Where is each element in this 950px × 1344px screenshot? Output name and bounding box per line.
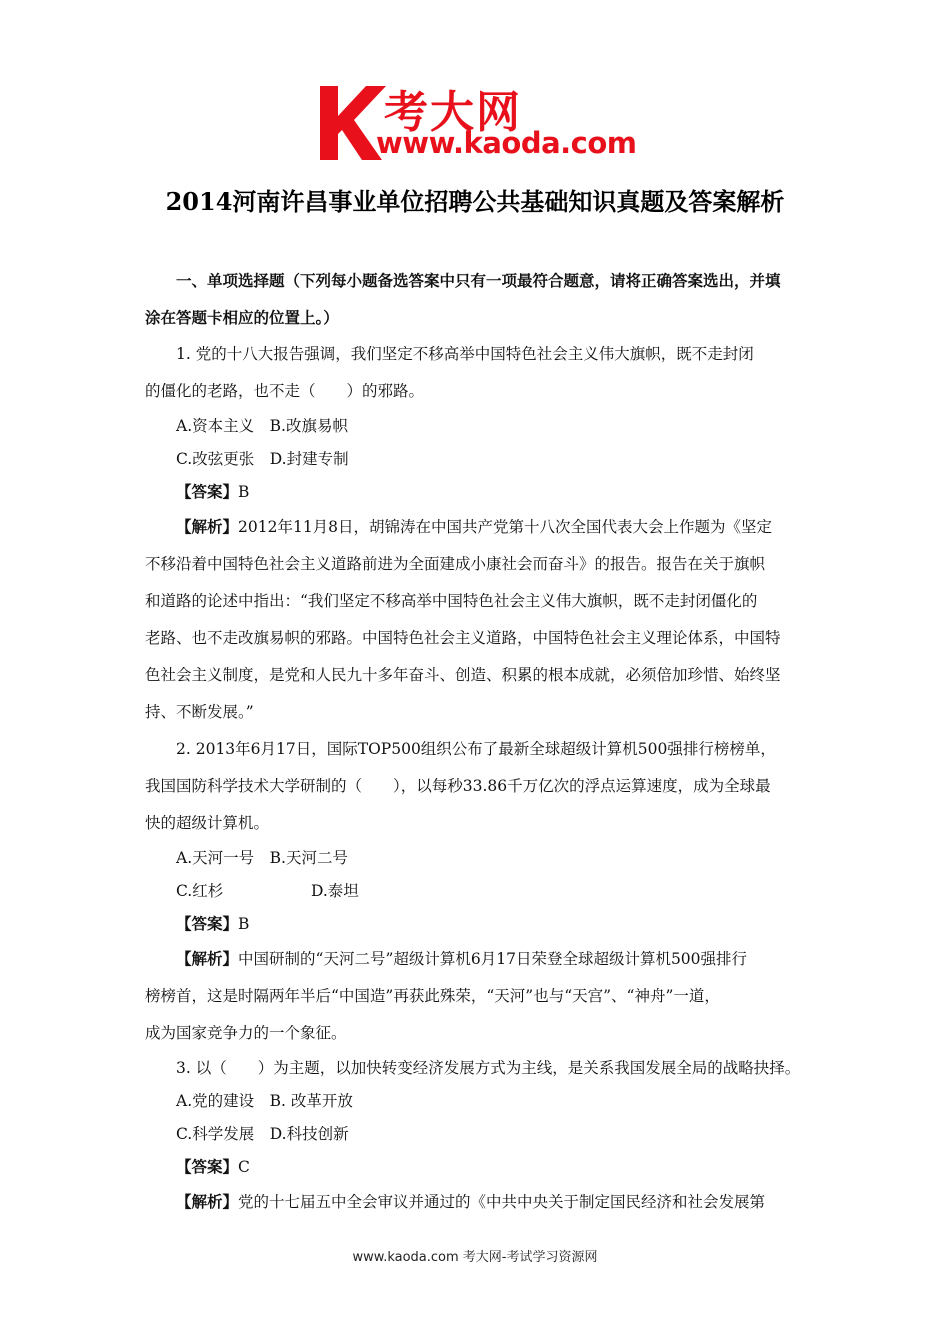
q1-stem-line2: 的僵化的老路，也不走（ ）的邪路。 bbox=[145, 382, 425, 400]
q1-analysis-line5: 色社会主义制度，是党和人民九十多年奋斗、创造、积累的根本成就，必须倍加珍惜、始终坚 bbox=[145, 666, 781, 684]
section-heading-line1: 一、单项选择题（下列每小题备选答案中只有一项最符合题意，请将正确答案选出，并填 bbox=[176, 271, 781, 290]
answer-label: 【答案】 bbox=[176, 915, 239, 933]
q3-option-b: B. 改革开放 bbox=[269, 1092, 353, 1110]
q3-analysis-text1: 党的十七届五中全会审议并通过的《中共中央关于制定国民经济和社会发展第 bbox=[238, 1193, 766, 1211]
logo-brand-text: 考大网 bbox=[384, 87, 522, 138]
document-body bbox=[145, 262, 825, 1221]
q2-option-b: B.天河二号 bbox=[269, 849, 348, 867]
q2-analysis-line1 bbox=[145, 941, 825, 978]
q2-option-d: D.泰坦 bbox=[311, 882, 359, 900]
q2-options-row1 bbox=[145, 842, 825, 875]
analysis-label: 【解析】 bbox=[176, 518, 239, 536]
q3-option-a: A.党的建设 bbox=[176, 1092, 255, 1110]
section-heading-line2: 涂在答题卡相应的位置上。） bbox=[145, 308, 339, 327]
q1-option-c: C.改弦更张 bbox=[176, 450, 255, 468]
q1-options-row1 bbox=[145, 410, 825, 443]
q2-stem-line1: 2. 2013年6月17日，国际TOP500组织公布了最新全球超级计算机500强排行榜榜单， bbox=[176, 740, 776, 758]
answer-label: 【答案】 bbox=[176, 1158, 239, 1176]
q1-answer-value: B bbox=[238, 483, 250, 501]
logo-url-text: www.kaoda.com bbox=[376, 126, 637, 160]
q2-options-row2 bbox=[145, 875, 825, 908]
q1-analysis-text1: 2012年11月8日，胡锦涛在中国共产党第十八次全国代表大会上作题为《坚定 bbox=[238, 518, 773, 536]
q3-options-row1 bbox=[145, 1085, 825, 1118]
q2-analysis-text1: 中国研制的“天河二号”超级计算机6月17日荣登全球超级计算机500强排行 bbox=[238, 950, 748, 968]
q1-analysis-line3: 和道路的论述中指出：“我们坚定不移高举中国特色社会主义伟大旗帜，既不走封闭僵化的 bbox=[145, 592, 758, 610]
q1-analysis-line2: 不移沿着中国特色社会主义道路前进为全面建成小康社会而奋斗》的报告。报告在关于旗帜 bbox=[145, 555, 766, 573]
q2-analysis-line2: 榜榜首，这是时隔两年半后“中国造”再获此殊荣，“天河”也与“天宫”、“神舟”一道， bbox=[145, 987, 720, 1005]
q2-option-a: A.天河一号 bbox=[176, 849, 255, 867]
q3-option-c: C.科学发展 bbox=[176, 1125, 255, 1143]
q1-analysis-line4: 老路、也不走改旗易帜的邪路。中国特色社会主义道路，中国特色社会主义理论体系，中国特 bbox=[145, 629, 781, 647]
q3-answer bbox=[145, 1151, 825, 1184]
q1-analysis-line6: 持、不断发展。” bbox=[145, 703, 254, 721]
q1-options-row2 bbox=[145, 443, 825, 476]
q1-option-a: A.资本主义 bbox=[176, 417, 255, 435]
q3-answer-value: C bbox=[238, 1158, 250, 1176]
q3-stem-line1: 3. 以（ ）为主题，以加快转变经济发展方式为主线，是关系我国发展全局的战略抉择。 bbox=[176, 1059, 801, 1077]
q3-analysis-line1 bbox=[145, 1184, 825, 1221]
q2-stem-line3: 快的超级计算机。 bbox=[145, 814, 270, 832]
q1-option-d: D.封建专制 bbox=[269, 450, 349, 468]
q3-option-d: D.科技创新 bbox=[269, 1125, 349, 1143]
q1-answer bbox=[145, 476, 825, 509]
q2-analysis-line3: 成为国家竞争力的一个象征。 bbox=[145, 1024, 347, 1042]
q3-options-row2 bbox=[145, 1118, 825, 1151]
analysis-label: 【解析】 bbox=[176, 1193, 239, 1211]
q2-answer-value: B bbox=[238, 915, 250, 933]
q1-option-b: B.改旗易帜 bbox=[269, 417, 348, 435]
q2-stem-line2: 我国国防科学技术大学研制的（ ），以每秒33.86千万亿次的浮点运算速度，成为全球最 bbox=[145, 777, 771, 795]
q1-stem-line1: 1. 党的十八大报告强调，我们坚定不移高举中国特色社会主义伟大旗帜，既不走封闭 bbox=[176, 345, 754, 363]
q1-analysis-line1 bbox=[145, 509, 825, 546]
document-title: 2014河南许昌事业单位招聘公共基础知识真题及答案解析 bbox=[165, 187, 785, 216]
page-footer: www.kaoda.com 考大网-考试学习资源网 bbox=[352, 1250, 598, 1265]
kaoda-logo bbox=[318, 78, 640, 164]
q2-answer bbox=[145, 908, 825, 941]
q2-option-c: C.红杉 bbox=[176, 882, 224, 900]
analysis-label: 【解析】 bbox=[176, 950, 239, 968]
answer-label: 【答案】 bbox=[176, 483, 239, 501]
